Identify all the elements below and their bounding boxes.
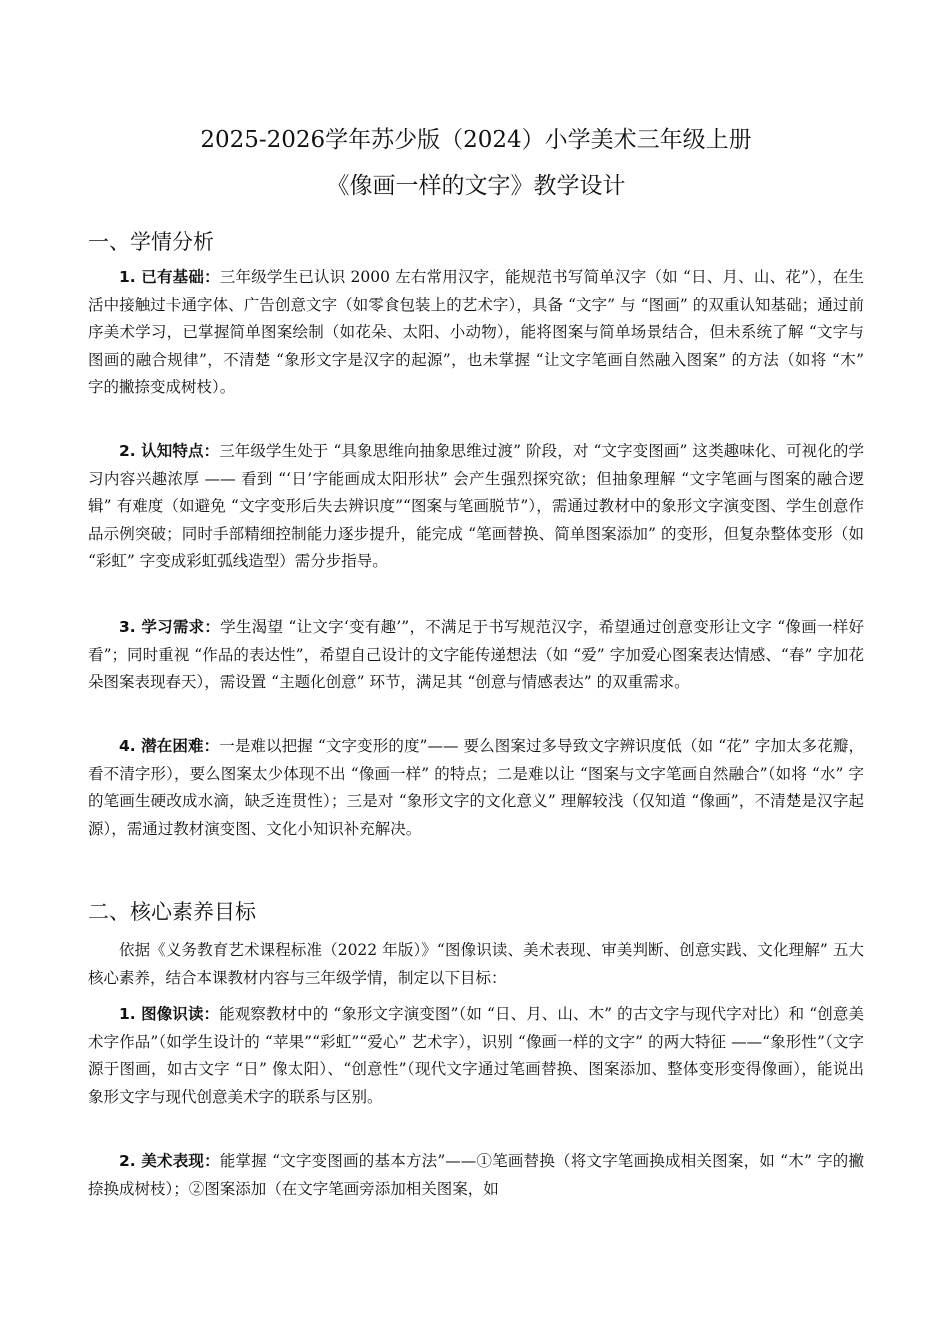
paragraph-label: 4. 潜在困难： <box>119 737 220 755</box>
paragraph-text: 能掌握 “文字变图画的基本方法”——①笔画替换（将文字笔画换成相关图案，如 “木” 字的撇捺换成树枝）；②图案添加（在文字笔画旁添加相关图案，如 <box>88 1152 864 1198</box>
paragraph-label: 2. 美术表现： <box>119 1152 220 1170</box>
paragraph-text: 能观察教材中的 “象形文字演变图”（如 “日、月、山、木” 的古文字与现代字对比）和 “创意美术字作品”（如学生设计的 “苹果”“彩虹”“爱心” 艺术字），识别 “像画一样的文字” 的两大特征 ——“象形性”（文字源于图画，如古文字 “日” 像太阳）、“创意性”（现代文字通过笔画替换、图案添加、整体变形变得像画），能说出象形文字与现代创意美术字的联系与区别。 <box>88 1005 864 1106</box>
paragraph-label: 1. 图像识读： <box>119 1005 220 1023</box>
paragraph-cognitive-traits <box>88 438 864 576</box>
document-title-line2: 《像画一样的文字》教学设计 <box>326 173 626 199</box>
paragraph-art-expression <box>88 1148 864 1203</box>
paragraph-learning-needs <box>88 614 864 697</box>
paragraph-text: 三年级学生处于 “具象思维向抽象思维过渡” 阶段，对 “文字变图画” 这类趣味化、可视化的学习内容兴趣浓厚 —— 看到 “‘日’字能画成太阳形状” 会产生强烈探究欲；但抽象理解 “文字笔画与图案的融合逻辑” 有难度（如避免 “文字变形后失去辨识度”“图案与笔画脱节”），需通过教材中的象形文字演变图、学生创意作品示例突破；同时手部精细控制能力逐步提升，能完成 “笔画替换、简单图案添加” 的变形，但复杂整体变形（如 “彩虹” 字变成彩虹弧线造型）需分步指导。 <box>88 442 864 570</box>
paragraph-goals-intro: 依据《义务教育艺术课程标准（2022 年版）》“图像识读、美术表现、审美判断、创意实践、文化理解” 五大核心素养，结合本课教材内容与三年级学情，制定以下目标： <box>88 941 864 987</box>
paragraph-label: 3. 学习需求： <box>119 618 221 636</box>
paragraph-existing-foundation <box>88 264 864 402</box>
section-heading-core-competency-goals: 二、核心素养目标 <box>88 900 256 924</box>
section-heading-learner-analysis: 一、学情分析 <box>88 230 214 254</box>
paragraph-text: 三年级学生已认识 2000 左右常用汉字，能规范书写简单汉字（如 “日、月、山、花”），在生活中接触过卡通字体、广告创意文字（如零食包装上的艺术字），具备 “文字” 与 “图画” 的双重认知基础；通过前序美术学习，已掌握简单图案绘制（如花朵、太阳、小动物），能将图案与简单场景结合，但未系统了解 “文字与图画的融合规律”，不清楚 “象形文字是汉字的起源”，也未掌握 “让文字笔画自然融入图案” 的方法（如将 “木” 字的撇捺变成树枝）。 <box>88 268 864 396</box>
paragraph-image-reading <box>88 1001 864 1111</box>
paragraph-potential-difficulties <box>88 733 864 843</box>
paragraph-text: 一是难以把握 “文字变形的度”—— 要么图案过多导致文字辨识度低（如 “花” 字加太多花瓣，看不清字形），要么图案太少体现不出 “像画一样” 的特点；二是难以让 “图案与文字笔画自然融合”（如将 “水” 字的笔画生硬改成水滴，缺乏连贯性）；三是对 “象形文字的文化意义” 理解较浅（仅知道 “像画”，不清楚是汉字起源），需通过教材演变图、文化小知识补充解决。 <box>88 737 864 838</box>
paragraph-label: 1. 已有基础： <box>119 268 220 286</box>
paragraph-label: 2. 认知特点： <box>119 442 220 460</box>
document-title-line1: 2025-2026学年苏少版（2024）小学美术三年级上册 <box>200 127 752 153</box>
paragraph-text: 学生渴望 “让文字‘变有趣’”，不满足于书写规范汉字，希望通过创意变形让文字 “像画一样好看”；同时重视 “作品的表达性”，希望自己设计的文字能传递想法（如 “爱” 字加爱心图案表达情感、“春” 字加花朵图案表现春天），需设置 “主题化创意” 环节，满足其 “创意与情感表达” 的双重需求。 <box>88 618 864 691</box>
